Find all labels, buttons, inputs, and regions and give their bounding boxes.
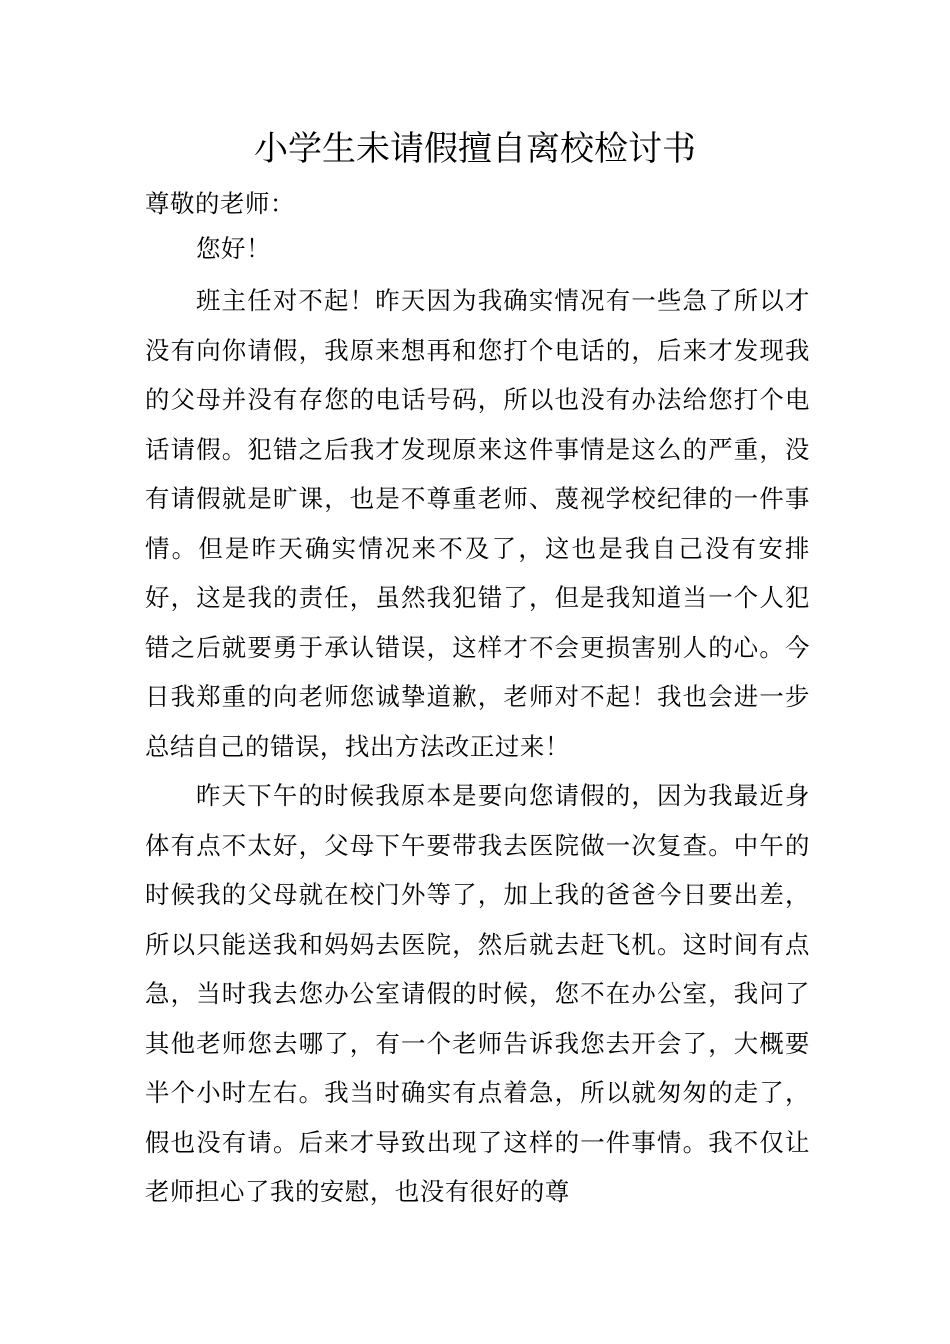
paragraph: 班主任对不起！昨天因为我确实情况有一些急了所以才没有向你请假，我原来想再和您打个电话的，后来才发现我的父母并没有存您的电话号码，所以也没有办法给您打个电话请假。犯错之后我才发现原来这件事情是这么的严重，没有请假就是旷课，也是不尊重老师、蔑视学校纪律的一件事情。但是昨天确实情况来不及了，这也是我自己没有安排好，这是我的责任，虽然我犯错了，但是我知道当一个人犯错之后就要勇于承认错误，这样才不会更损害别人的心。今日我郑重的向老师您诚挚道歉，老师对不起！我也会进一步总结自己的错误，找出方法改正过来！	[145, 286, 810, 761]
greeting: 您好！	[196, 234, 271, 263]
salutation: 尊敬的老师：	[145, 189, 295, 218]
paragraph: 昨天下午的时候我原本是要向您请假的，因为我最近身体有点不太好，父母下午要带我去医院做一次复查。中午的时候我的父母就在校门外等了，加上我的爸爸今日要出差，所以只能送我和妈妈去医院，然后就去赶飞机。这时间有点急，当时我去您办公室请假的时候，您不在办公室，我问了其他老师您去哪了，有一个老师告诉我您去开会了，大概要半个小时左右。我当时确实有点着急，所以就匆匆的走了，假也没有请。后来才导致出现了这样的一件事情。我不仅让老师担心了我的安慰，也没有很好的尊	[145, 781, 810, 1206]
document-title: 小学生未请假擅自离校检讨书	[254, 129, 696, 169]
